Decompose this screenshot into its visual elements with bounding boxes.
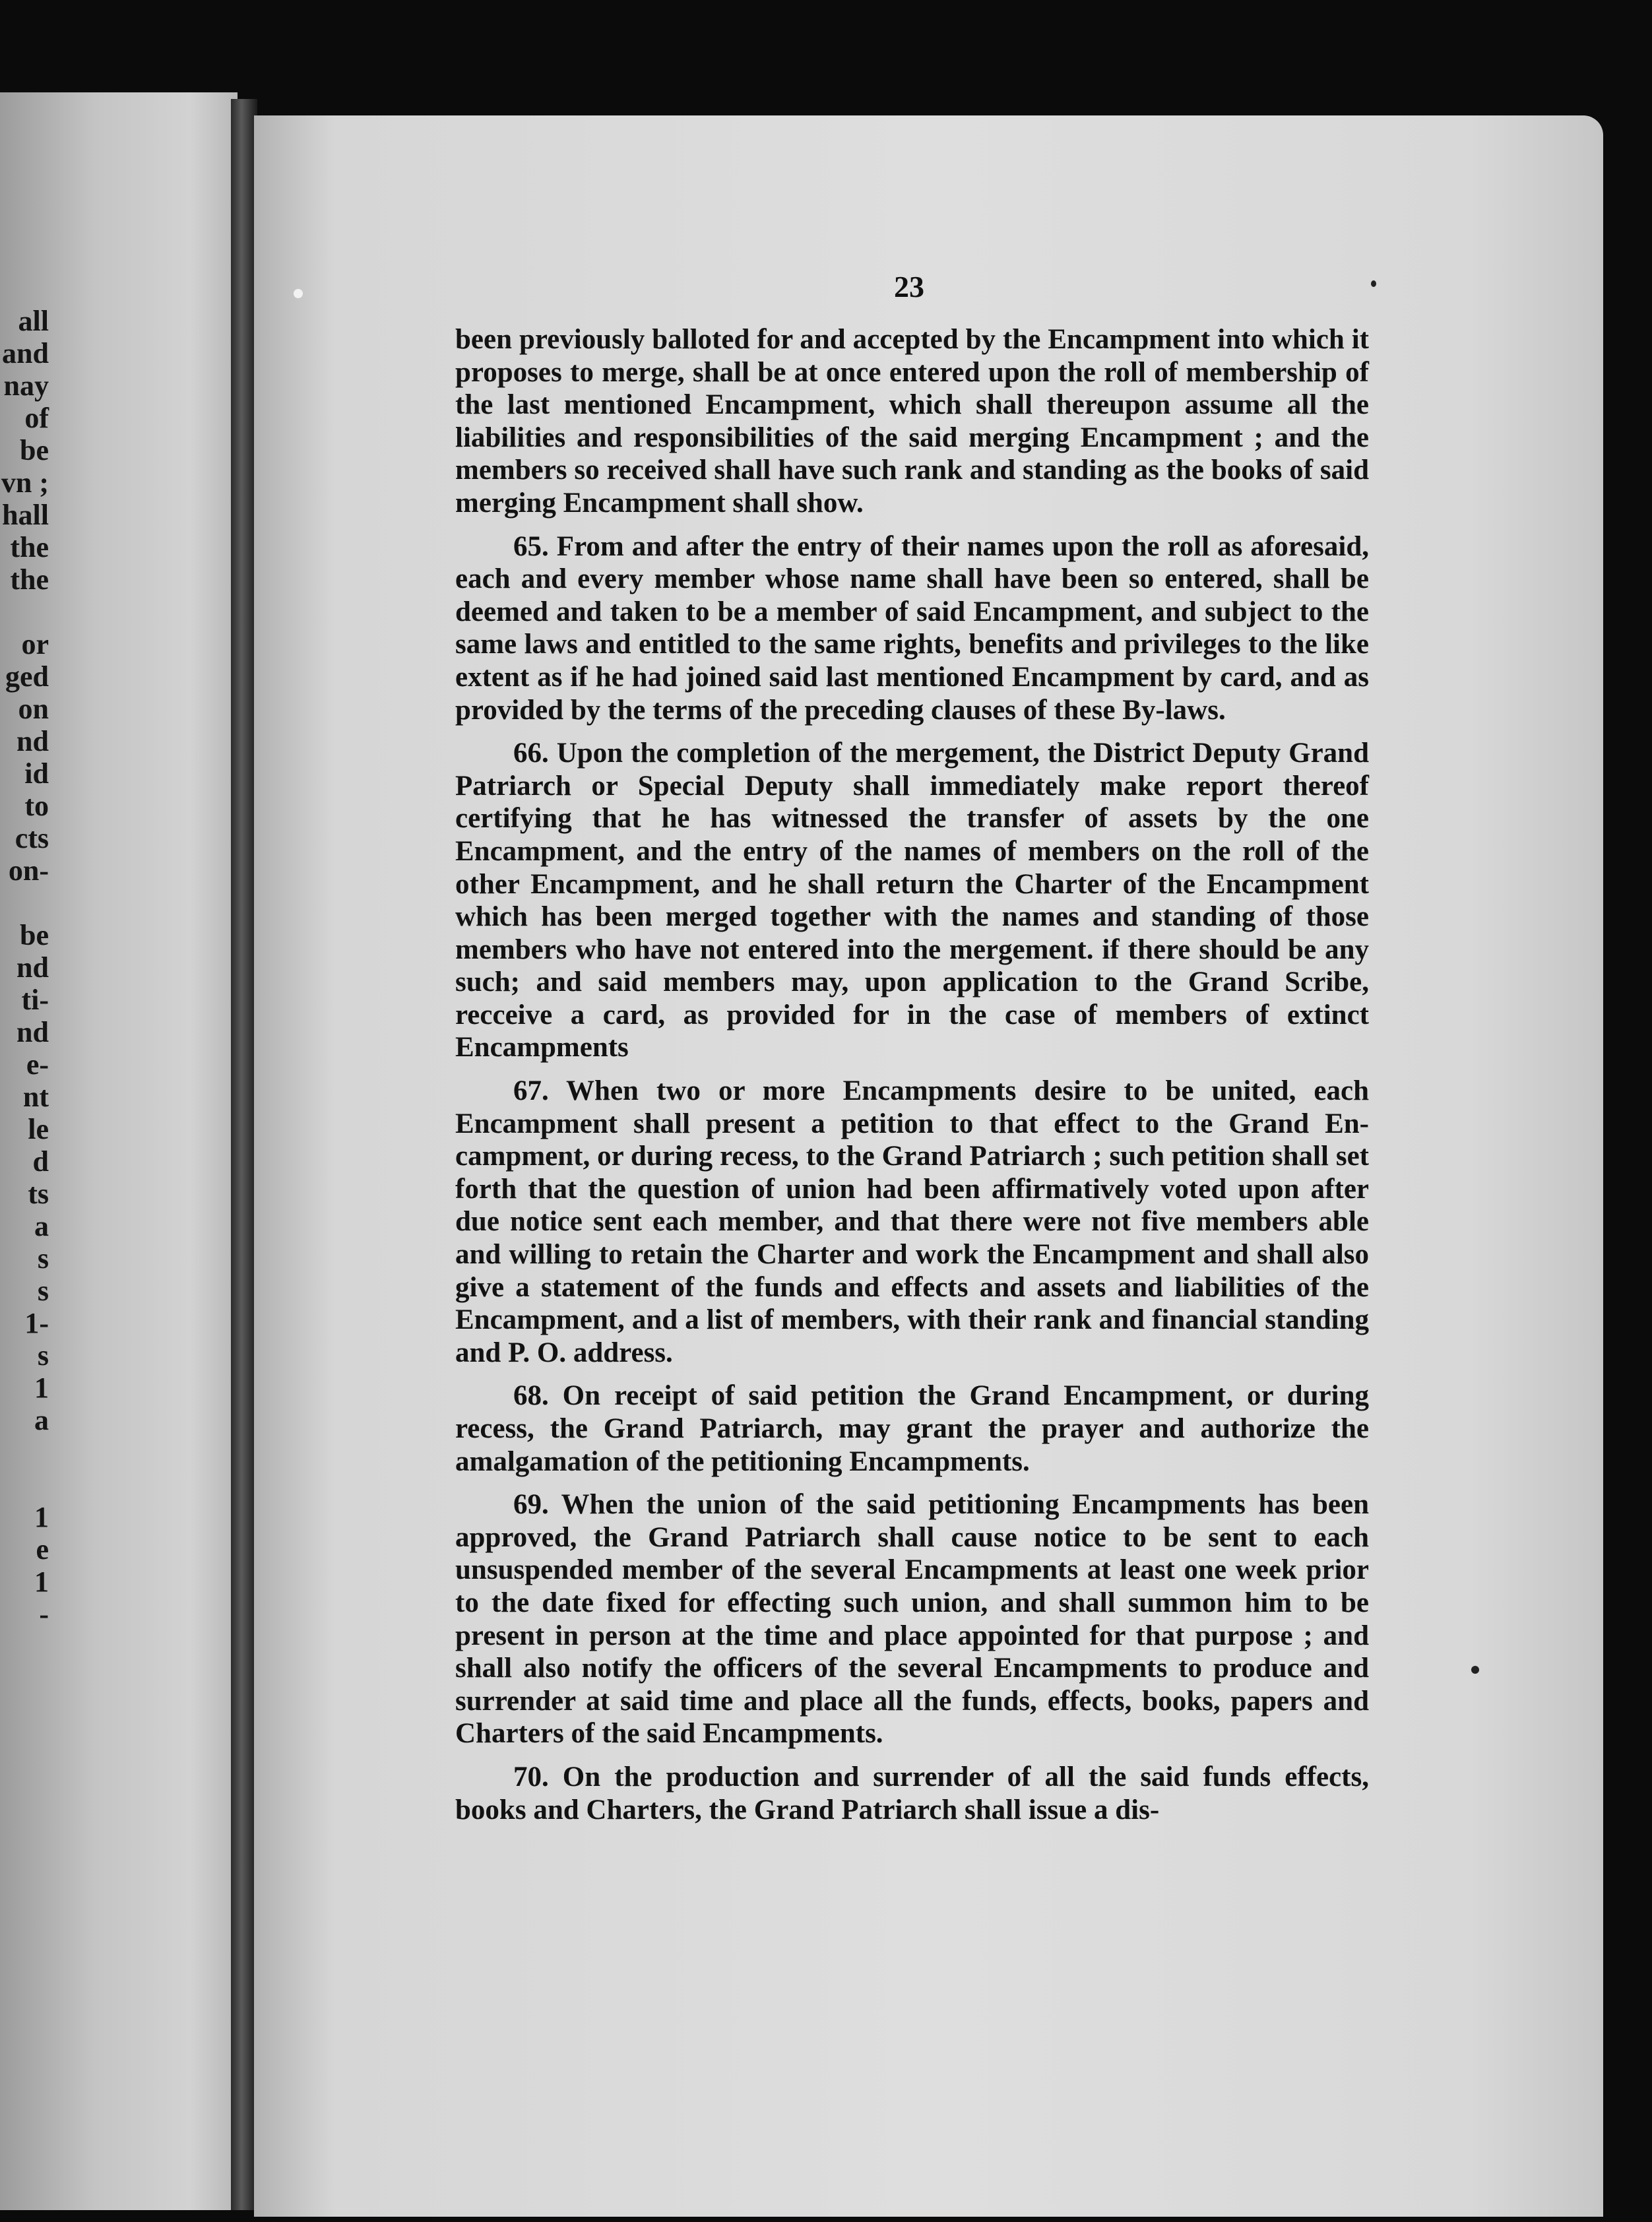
margin-fragment: a <box>34 1210 49 1242</box>
margin-fragment: 1 <box>34 1372 49 1404</box>
margin-fragment: on <box>18 693 49 725</box>
paragraph: 65. From and after the entry of their names upon the roll as aforesaid, each and every member whose name shall have been so entered, shall be deemed and taken to be a member of said Encampment, and subject to the same laws and entitled to the same rights, benefits and privileges to the like extent as if he had joined said last mentioned Encampment by card, and as provided by the terms of the preceding clauses of these By-laws. <box>455 530 1369 726</box>
paragraph: been previously balloted for and accepted by the Encampment into which it proposes to merge, shall be at once entered upon the roll of membership of the last mentioned Encampment, which shall thereupon assume all the liabilities and responsibilities of the said merging Encampment ; and the members so received shall have such rank and standing as the books of said merging Encampment shall show. <box>455 324 1369 519</box>
margin-fragment: nd <box>16 1016 49 1048</box>
margin-fragment: to <box>24 790 49 822</box>
paragraph: 66. Upon the completion of the mergement, the District Deputy Grand Patriarch or Special Deputy shall immediately make report thereof certifying that he has witnessed the transfer of assets by the one Encampment, and the entry of the names of members on the roll of the other Encampment, and he shall return the Charter of the Encampment which has been merged together with the names and standing of those members who have not entered into the mergement. if there should be any such; and said members may, upon application to the Grand Scribe, recceive a card, as provided for in the case of members of extinct Encampments <box>455 738 1369 1063</box>
margin-fragment: 1- <box>24 1307 49 1339</box>
margin-fragment: s <box>37 1275 49 1307</box>
ink-dot <box>1371 280 1376 287</box>
margin-fragment: be <box>20 434 49 466</box>
margin-fragment: ts <box>28 1178 49 1210</box>
margin-fragment: and <box>2 337 49 369</box>
margin-fragment: ti- <box>21 984 49 1016</box>
paragraph: 68. On receipt of said petition the Grand Encampment, or during recess, the Grand Patriarch, may grant the prayer and authorize the amalgamation of the petitioning Encampments. <box>455 1380 1369 1477</box>
margin-fragment: nd <box>16 951 49 984</box>
margin-fragment: the <box>10 531 49 563</box>
margin-fragment: cts <box>15 822 49 854</box>
ink-dot <box>1471 1666 1479 1674</box>
margin-fragment: ged <box>5 660 49 693</box>
paragraph: 69. When the union of the said petitioning Encampments has been approved, the Grand Patriarch shall cause notice to be sent to each unsuspended member of the several Encampments at least one week prior to the date fixed for effecting such union, and shall summon him to be present in person at the time and place appointed for that purpose ; and shall also notify the officers of the several Encampments to produce and surrender at said time and place all the funds, effects, books, papers and Charters of the said Encampments. <box>455 1489 1369 1750</box>
paragraph: 67. When two or more Encampments desire to be united, each Encampment shall present a petition to that effect to the Grand Encampment, or during recess, to the Grand Patriarch ; such petition shall set forth that the question of union had been affirmatively voted upon after due notice sent each member, and that there were not five members able and willing to retain the Charter and work the Encampment and shall also give a statement of the funds and effects and assets and liabilities of the Encampment, and a list of members, with their rank and financial standing and P. O. address. <box>455 1075 1369 1368</box>
paragraph: 70. On the production and surrender of all the said funds effects, books and Charters, the Grand Patriarch shall issue a dis- <box>455 1761 1369 1825</box>
margin-fragment: 1 <box>34 1501 49 1533</box>
margin-fragment <box>1 1436 49 1469</box>
margin-fragment: le <box>28 1113 49 1145</box>
book-spine <box>231 99 257 2210</box>
left-page-text-fragments <box>1 305 49 1630</box>
margin-fragment: of <box>24 402 49 434</box>
margin-fragment <box>1 1469 49 1501</box>
margin-fragment: a <box>34 1404 49 1436</box>
margin-fragment: 1 <box>34 1566 49 1598</box>
margin-fragment <box>1 596 49 628</box>
margin-fragment: id <box>24 757 49 790</box>
margin-fragment: e <box>36 1533 49 1566</box>
margin-fragment: hall <box>2 499 49 531</box>
margin-fragment: nd <box>16 725 49 757</box>
margin-fragment: - <box>39 1598 49 1630</box>
margin-fragment <box>1 887 49 919</box>
margin-fragment: e- <box>26 1048 49 1081</box>
margin-fragment: s <box>37 1242 49 1275</box>
margin-fragment: all <box>18 305 49 337</box>
margin-fragment: or <box>21 628 49 660</box>
page-number: 23 <box>894 270 924 303</box>
margin-fragment: s <box>37 1339 49 1372</box>
margin-fragment: the <box>10 563 49 596</box>
margin-fragment: on- <box>8 854 49 887</box>
margin-fragment: nay <box>3 369 49 402</box>
margin-fragment: d <box>32 1145 49 1178</box>
paper-speck <box>294 289 303 298</box>
page-body-text <box>455 323 1369 1837</box>
margin-fragment: nt <box>22 1081 49 1113</box>
margin-fragment: vn ; <box>1 466 49 499</box>
margin-fragment: be <box>20 919 49 951</box>
